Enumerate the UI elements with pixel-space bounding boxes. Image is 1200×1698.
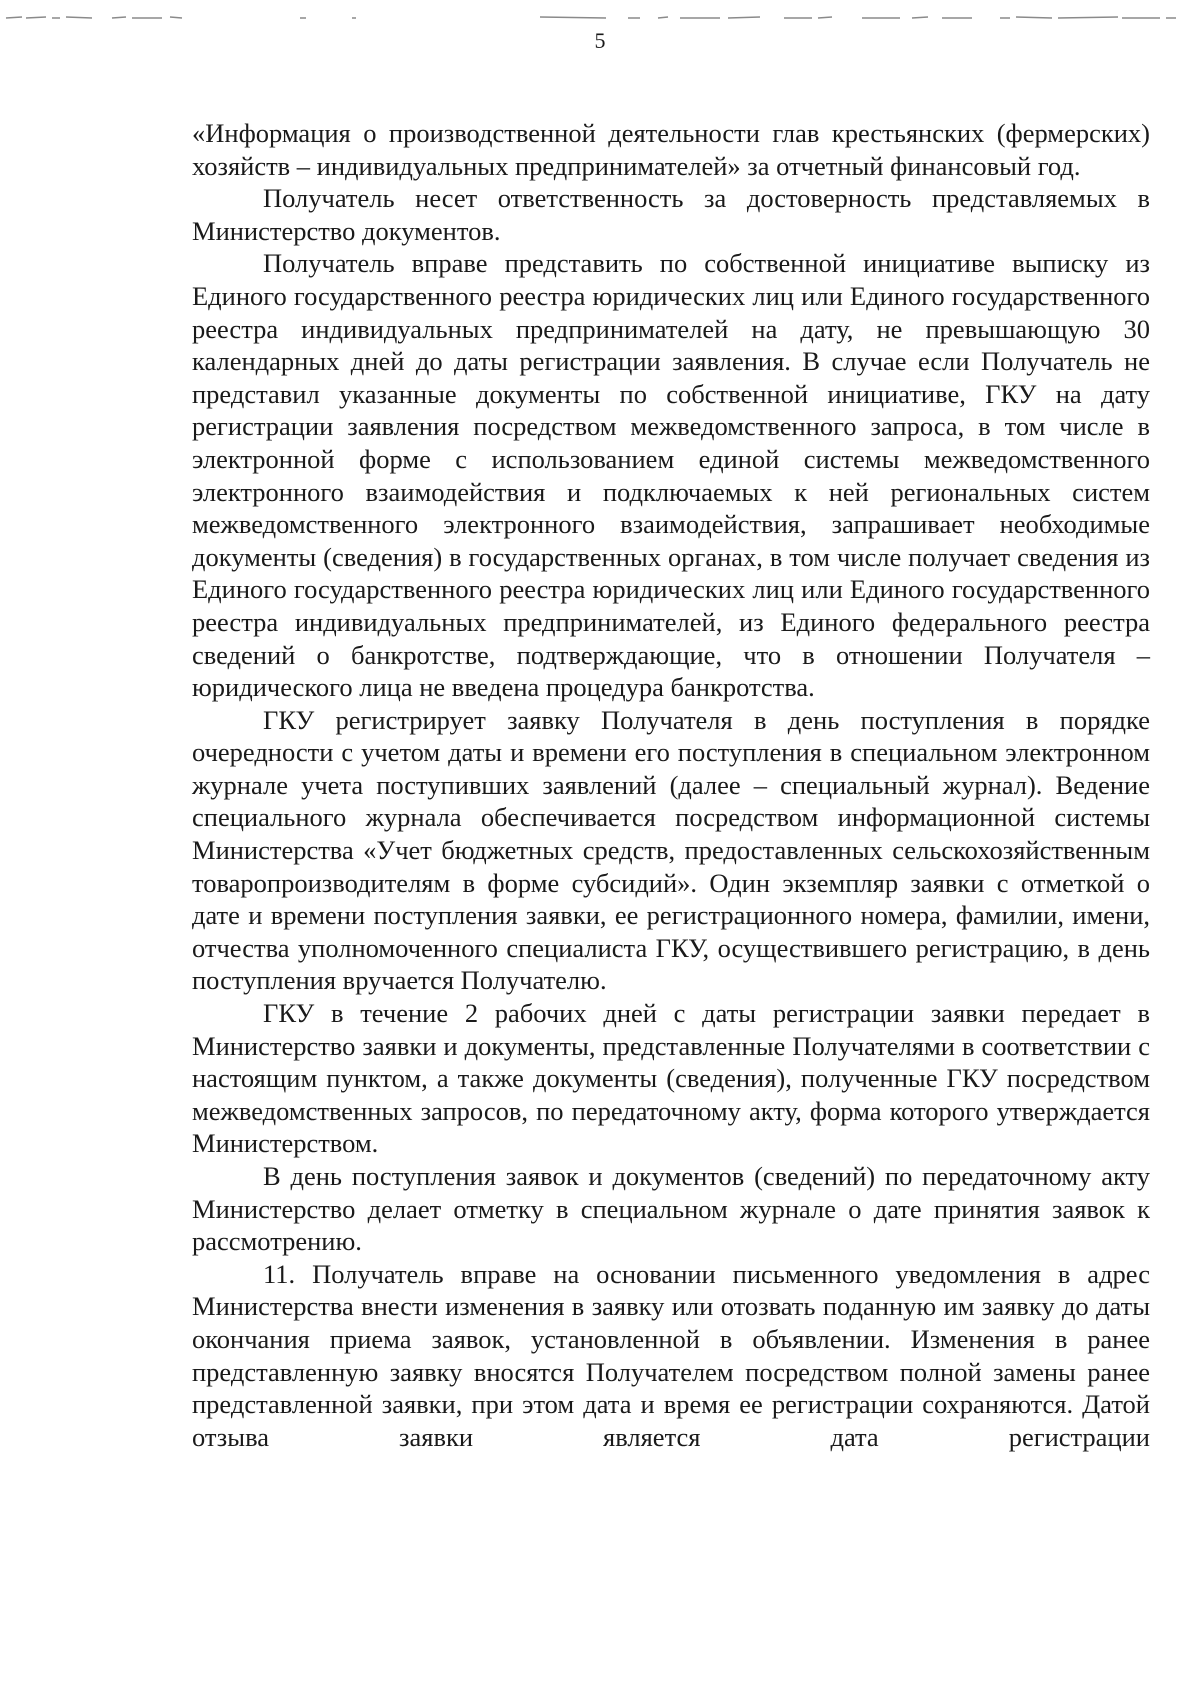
paragraph-2: Получатель несет ответственность за достоверность представляемых в Министерство документов. [192,183,1150,246]
paragraph-6: В день поступления заявок и документов (сведений) по передаточному акту Министерство делает отметку в специальном журнале о дате принятия заявок к рассмотрению. [192,1161,1150,1257]
page-number: 5 [594,28,606,53]
scan-noise-strip [0,12,1200,26]
paragraph-5: ГКУ в течение 2 рабочих дней с даты регистрации заявки передает в Министерство заявки и документы, представленные Получателями в соответствии с настоящим пунктом, а также документы (сведения), полученные ГКУ посредством межведомственных запросов, по передаточному акту, форма которого утверждается Министерством. [192,998,1150,1159]
paragraph-1: «Информация о производственной деятельности глав крестьянских (фермерских) хозяйств – индивидуальных предпринимателей» за отчетный финансовый год. [192,118,1150,181]
document-body [192,117,1150,1453]
paragraph-7: 11. Получатель вправе на основании письменного уведомления в адрес Министерства внести изменения в заявку или отозвать поданную им заявку до даты окончания приема заявок, установленной в объявлении. Изменения в ранее представленную заявку вносятся Получателем посредством полной замены ранее представленной заявки, при этом дата и время ее регистрации сохраняются. Датой отзыва заявки является дата регистрации [192,1258,1150,1452]
paragraph-3: Получатель вправе представить по собственной инициативе выписку из Единого государственного реестра юридических лиц или Единого государственного реестра индивидуальных предпринимателей на дату, не превышающую 30 календарных дней до даты регистрации заявления. В случае если Получатель не представил указанные документы по собственной инициативе, ГКУ на дату регистрации заявления посредством межведомственного запроса, в том числе в электронной форме с использованием единой системы межведомственного электронного взаимодействия и подключаемых к ней региональных систем межведомственного электронного взаимодействия, запрашивает необходимые документы (сведения) в государственных органах, в том числе получает сведения из Единого государственного реестра юридических лиц или Единого государственного реестра индивидуальных предпринимателей, из Единого федерального реестра сведений о банкротстве, подтверждающие, что в отношении Получателя – юридического лица не введена процедура банкротства. [192,248,1150,703]
paragraph-4: ГКУ регистрирует заявку Получателя в день поступления в порядке очередности с учетом даты и времени его поступления в специальном электронном журнале учета поступивших заявлений (далее – специальный журнал). Ведение специального журнала обеспечивается посредством информационной системы Министерства «Учет бюджетных средств, предоставленных сельскохозяйственным товаропроизводителям в форме субсидий». Один экземпляр заявки с отметкой о дате и времени поступления заявки, ее регистрационного номера, фамилии, имени, отчества уполномоченного специалиста ГКУ, осуществившего регистрацию, в день поступления вручается Получателю. [192,704,1150,996]
